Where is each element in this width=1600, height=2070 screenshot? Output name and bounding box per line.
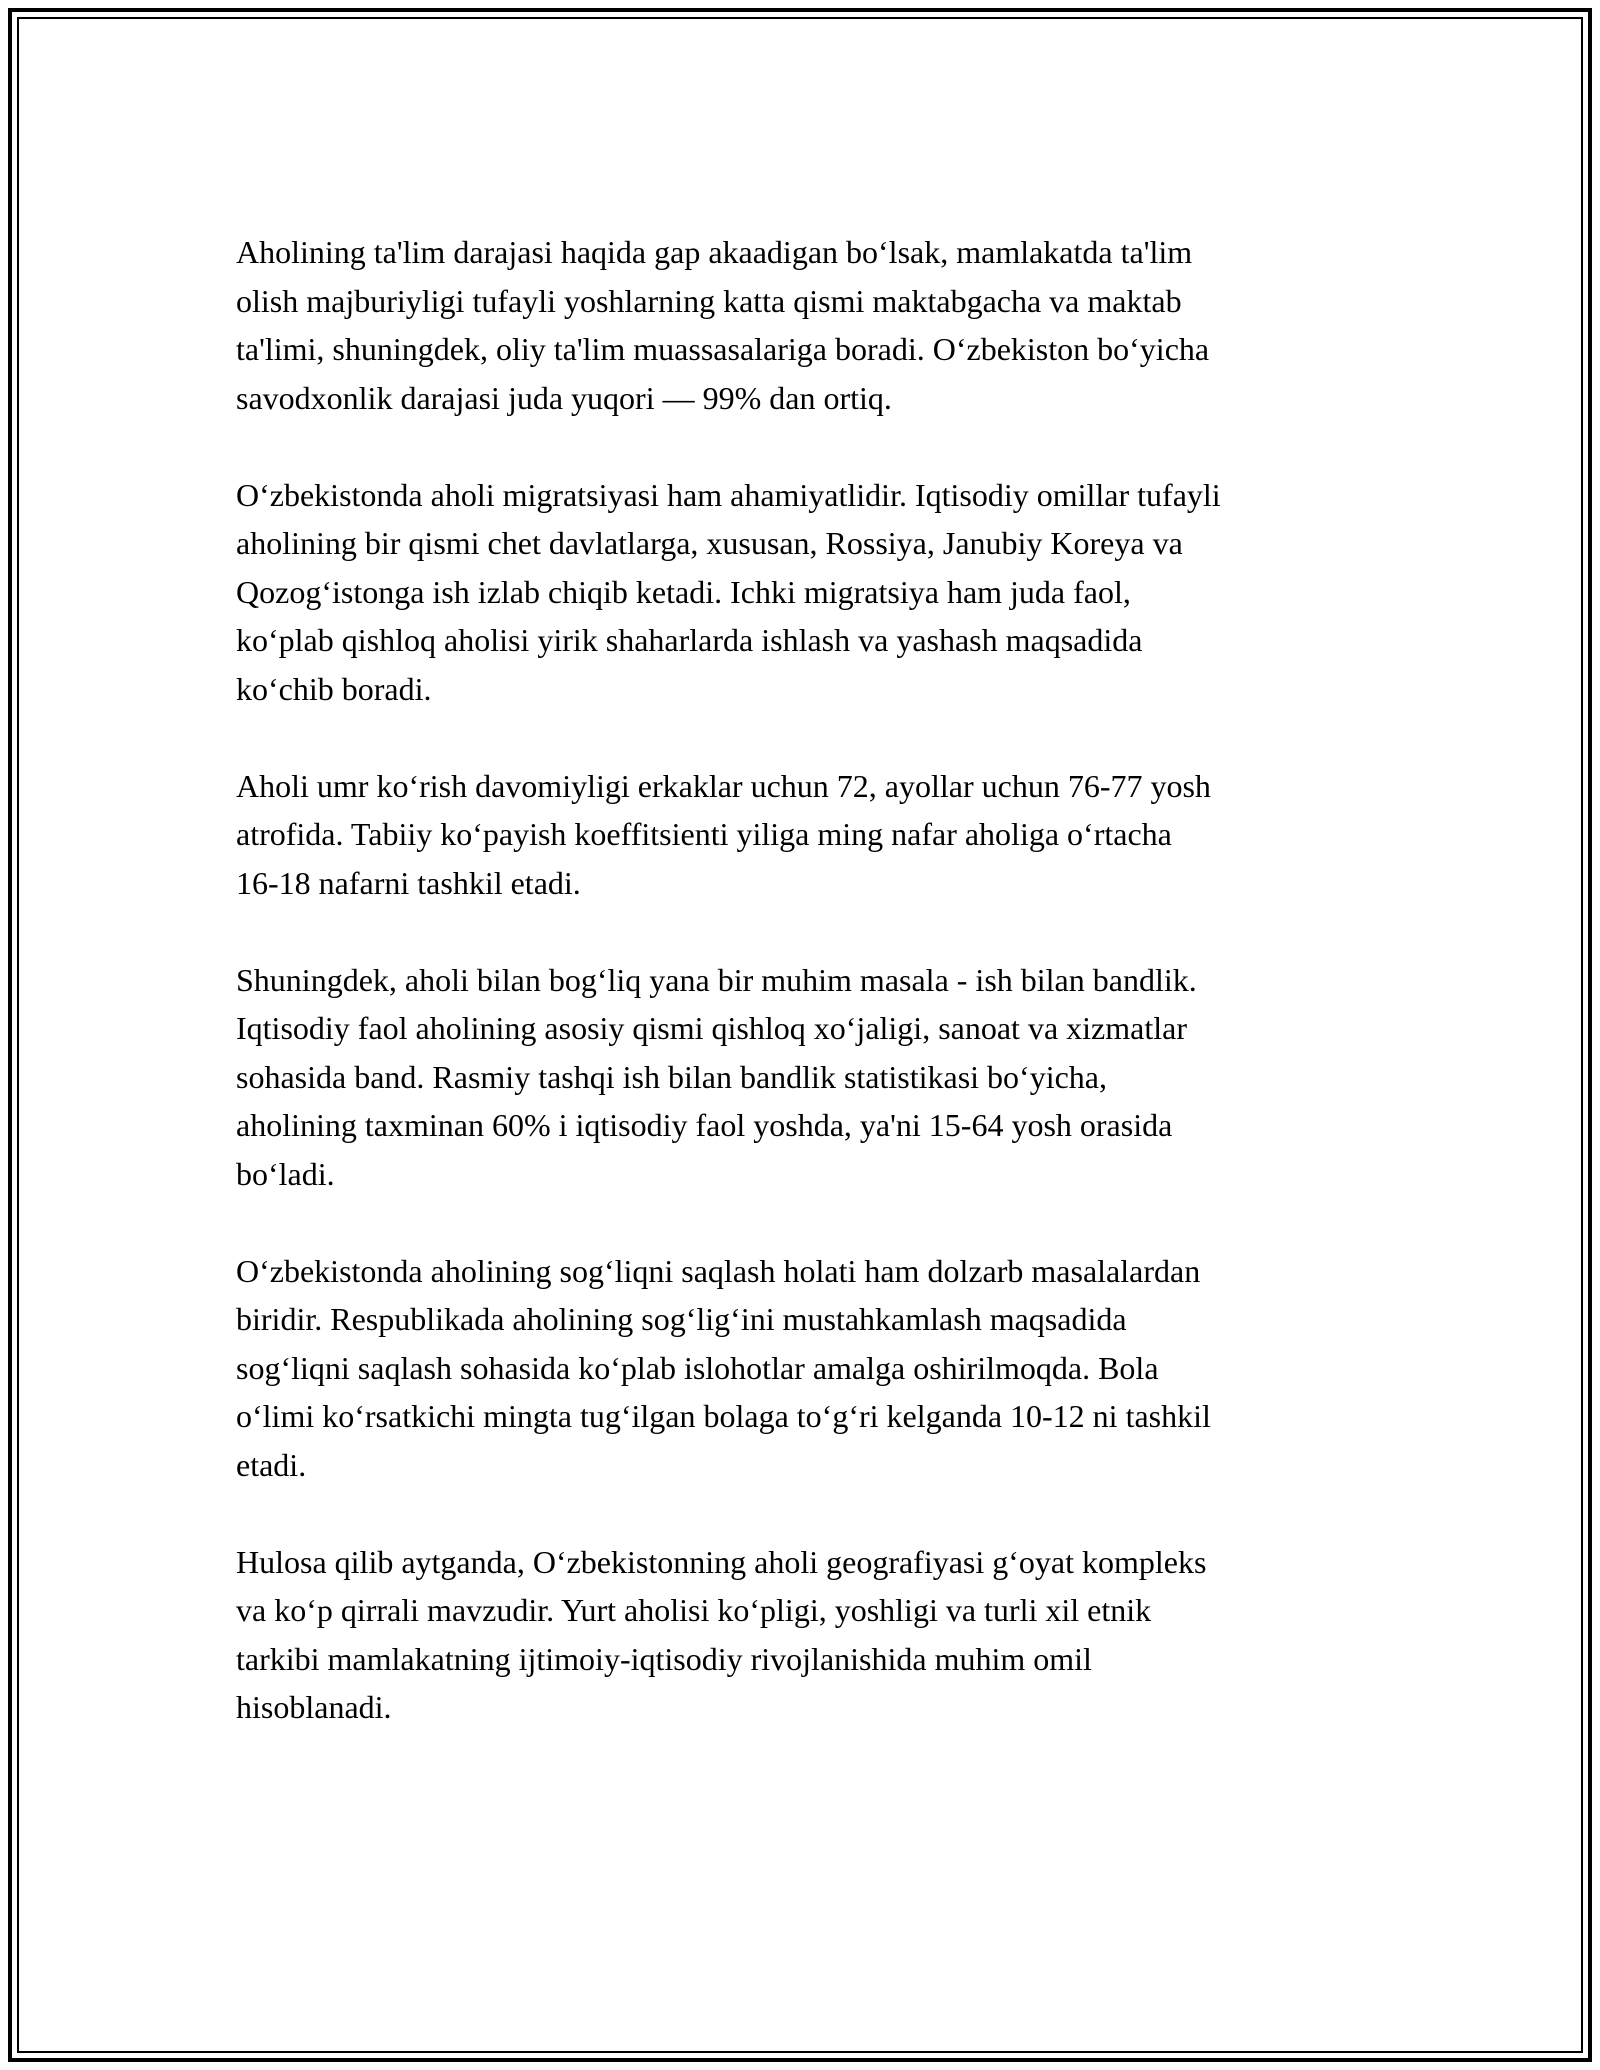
text-line: bo‘ladi.: [236, 1155, 335, 1192]
text-line: Qozog‘istonga ish izlab chiqib ketadi. Ichki migratsiya ham juda faol,: [236, 573, 1131, 610]
text-line: Shuningdek, aholi bilan bog‘liq yana bir muhim masala - ish bilan bandlik.: [236, 961, 1197, 998]
text-line: va ko‘p qirrali mavzudir. Yurt aholisi ko‘pligi, yoshligi va turli xil etnik: [236, 1592, 1152, 1628]
text-line: etadi.: [236, 1446, 307, 1483]
text-line: ko‘plab qishloq aholisi yirik shaharlarda ishlash va yashash maqsadida: [236, 622, 1143, 658]
text-line: O‘zbekistonda aholi migratsiyasi ham ahamiyatlidir. Iqtisodiy omillar tufayli: [236, 476, 1221, 513]
paragraph-life-expectancy: [236, 762, 1376, 908]
text-line: Hulosa qilib aytganda, O‘zbekistonning aholi geografiyasi g‘oyat kompleks: [236, 1543, 1207, 1580]
text-line: Iqtisodiy faol aholining asosiy qismi qishloq xo‘jaligi, sanoat va xizmatlar: [236, 1010, 1187, 1046]
paragraph-migration: [236, 471, 1376, 714]
document-body: [236, 228, 1376, 1780]
text-line: sohasida band. Rasmiy tashqi ish bilan bandlik statistikasi bo‘yicha,: [236, 1058, 1107, 1095]
text-line: o‘limi ko‘rsatkichi mingta tug‘ilgan bolaga to‘g‘ri kelganda 10-12 ni tashkil: [236, 1398, 1211, 1434]
text-line: aholining taxminan 60% i iqtisodiy faol yoshda, ya'ni 15-64 yosh orasida: [236, 1107, 1173, 1143]
paragraph-employment: [236, 956, 1376, 1199]
text-line: ta'limi, shuningdek, oliy ta'lim muassasalariga boradi. O‘zbekiston bo‘yicha: [236, 331, 1210, 367]
text-line: olish majburiyligi tufayli yoshlarning katta qismi maktabgacha va maktab: [236, 282, 1182, 319]
text-line: biridir. Respublikada aholining sog‘lig‘ini mustahkamlash maqsadida: [236, 1301, 1127, 1337]
paragraph-conclusion: [236, 1538, 1376, 1732]
text-line: ko‘chib boradi.: [236, 670, 432, 707]
paragraph-healthcare: [236, 1247, 1376, 1490]
text-line: sog‘liqni saqlash sohasida ko‘plab islohotlar amalga oshirilmoqda. Bola: [236, 1349, 1159, 1386]
text-line: tarkibi mamlakatning ijtimoiy-iqtisodiy rivojlanishida muhim omil: [236, 1640, 1092, 1677]
text-line: Aholi umr ko‘rish davomiyligi erkaklar uchun 72, ayollar uchun 76-77 yosh: [236, 767, 1211, 804]
text-line: savodxonlik darajasi juda yuqori — 99% dan ortiq.: [236, 379, 892, 416]
text-line: O‘zbekistonda aholining sog‘liqni saqlash holati ham dolzarb masalalardan: [236, 1252, 1201, 1289]
text-line: atrofida. Tabiiy ko‘payish koeffitsienti yiliga ming nafar aholiga o‘rtacha: [236, 816, 1172, 852]
paragraph-education: [236, 228, 1376, 422]
text-line: aholining bir qismi chet davlatlarga, xususan, Rossiya, Janubiy Koreya va: [236, 525, 1183, 561]
text-line: hisoblanadi.: [236, 1689, 392, 1725]
text-line: Aholining ta'lim darajasi haqida gap akaadigan bo‘lsak, mamlakatda ta'lim: [236, 234, 1193, 270]
text-line: 16-18 nafarni tashkil etadi.: [236, 864, 581, 901]
